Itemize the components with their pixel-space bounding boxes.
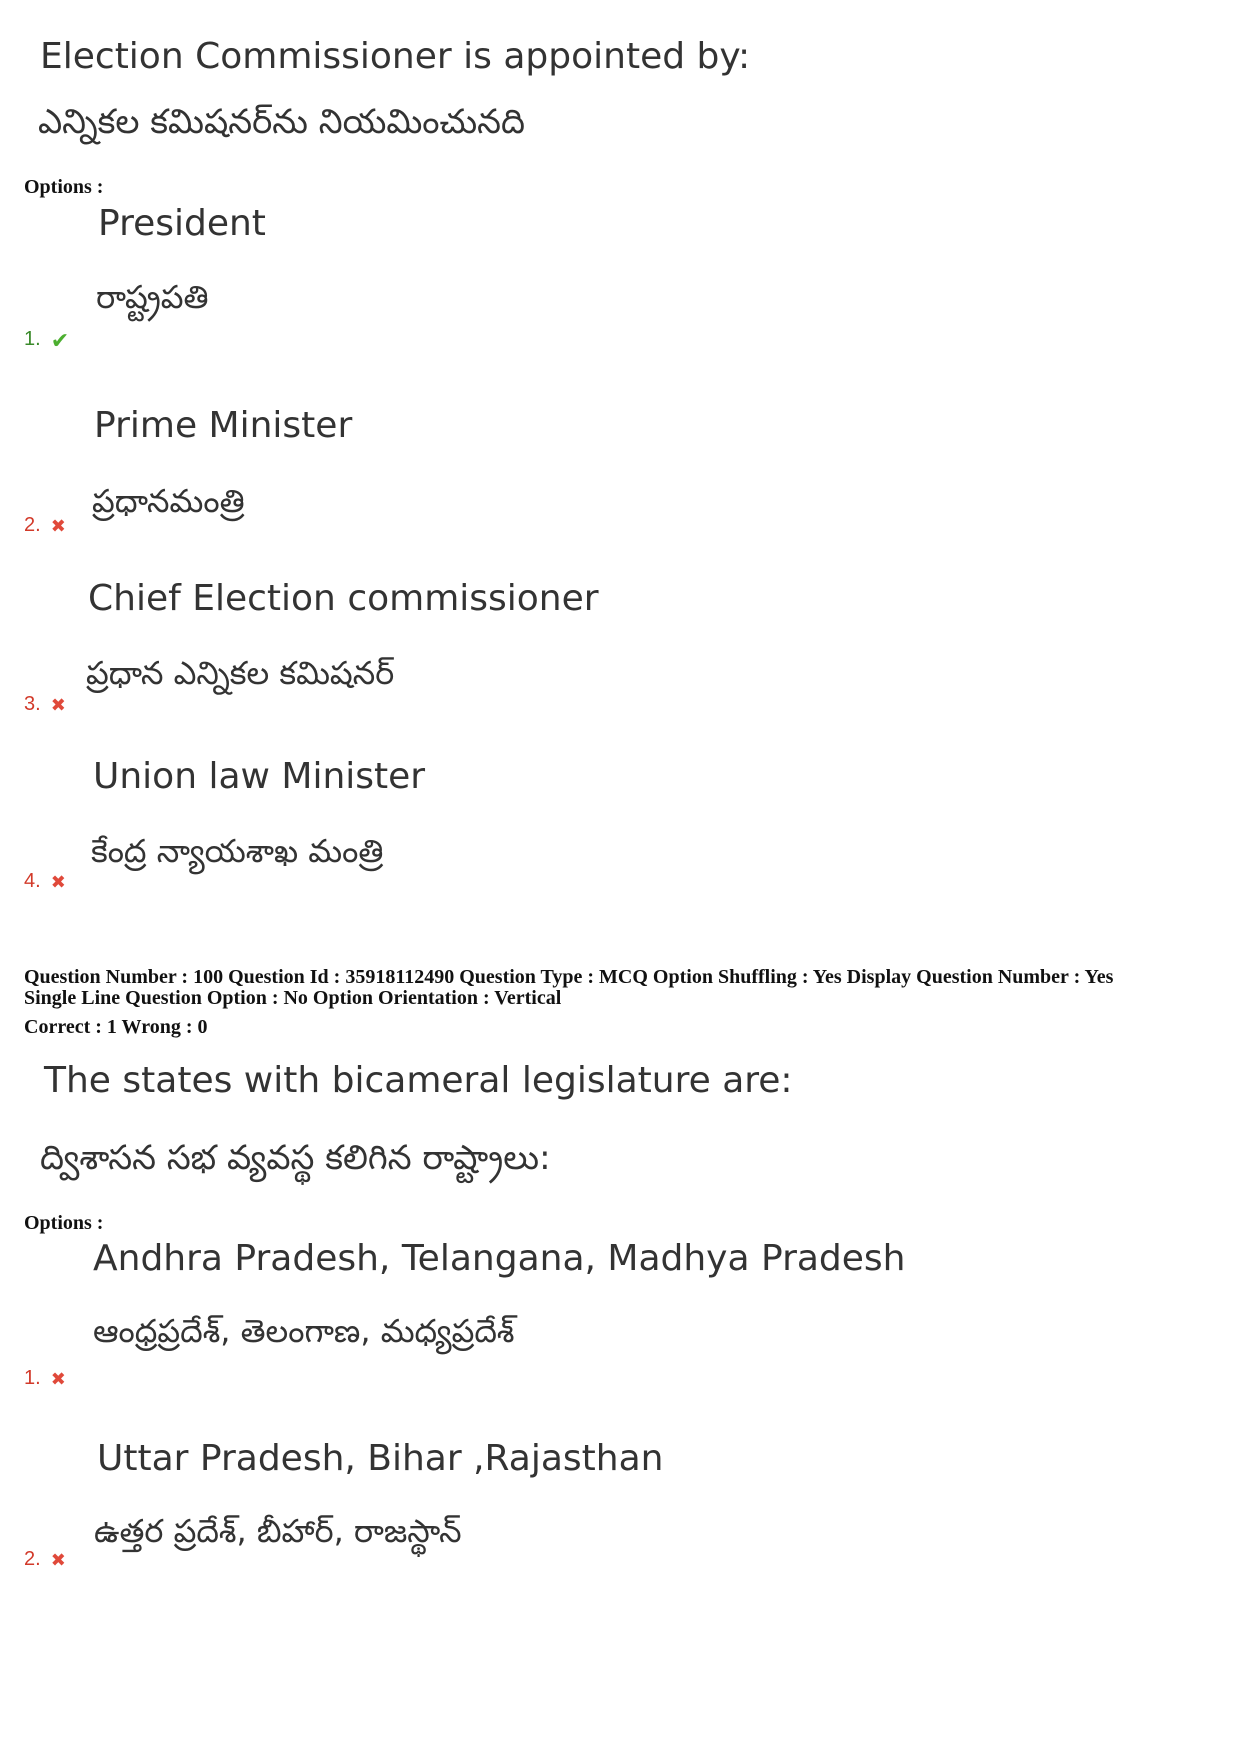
option-number-row xyxy=(24,1367,66,1390)
marks-line: Correct : 1 Wrong : 0 xyxy=(24,1016,208,1038)
option-number: 1. xyxy=(24,328,41,351)
option-text-en: Uttar Pradesh, Bihar ,Rajasthan xyxy=(97,1438,664,1479)
option-number-row xyxy=(24,514,66,537)
option-number-row xyxy=(24,870,66,893)
option-text-te: ప్రధానమంత్రి xyxy=(92,482,245,520)
option-text-te: ఉత్తర ప్రదేశ్, బీహార్, రాజస్థాన్ xyxy=(94,1512,462,1550)
option-text-te: ఆంధ్రప్రదేశ్, తెలంగాణ, మధ్యప్రదేశ్ xyxy=(93,1312,515,1350)
option-number-row xyxy=(24,1548,66,1571)
option-text-en: Andhra Pradesh, Telangana, Madhya Pradesh xyxy=(93,1238,906,1279)
checkmark-icon: ✔ xyxy=(50,328,70,353)
question-text-en: Election Commissioner is appointed by: xyxy=(40,36,751,77)
question-text-te: ఎన్నికల కమిషనర్‌ను నియమించునది xyxy=(38,102,526,142)
option-number-row xyxy=(24,328,69,354)
options-label: Options : xyxy=(24,1212,104,1234)
cross-icon: ✖ xyxy=(50,1550,66,1571)
option-text-te: ప్రధాన ఎన్నికల కమిషనర్ xyxy=(86,654,395,692)
question-meta-line: Question Number : 100 Question Id : 35918112490 Question Type : MCQ Option Shuffling : Yes Display Question Number : Yes xyxy=(24,966,1114,988)
question-text-en: The states with bicameral legislature are: xyxy=(44,1060,793,1101)
cross-icon: ✖ xyxy=(50,872,66,893)
option-text-en: President xyxy=(98,203,266,244)
cross-icon: ✖ xyxy=(50,1369,66,1390)
option-number: 4. xyxy=(24,870,41,892)
option-number-row xyxy=(24,693,66,716)
option-text-te: కేంద్ర న్యాయశాఖ మంత్రి xyxy=(91,832,384,870)
option-text-te: రాష్ట్రపతి xyxy=(96,278,209,316)
option-number: 3. xyxy=(24,693,41,715)
option-text-en: Prime Minister xyxy=(94,405,353,446)
cross-icon: ✖ xyxy=(50,695,66,716)
option-number: 2. xyxy=(24,1548,41,1570)
question-meta-line: Single Line Question Option : No Option Orientation : Vertical xyxy=(24,987,562,1009)
option-text-en: Union law Minister xyxy=(93,756,426,797)
cross-icon: ✖ xyxy=(50,516,66,537)
option-number: 1. xyxy=(24,1367,41,1389)
question-text-te: ద్విశాసన సభ వ్యవస్థ కలిగిన రాష్ట్రాలు: xyxy=(40,1138,551,1178)
options-label: Options : xyxy=(24,176,104,198)
option-text-en: Chief Election commissioner xyxy=(88,578,599,619)
option-number: 2. xyxy=(24,514,41,536)
